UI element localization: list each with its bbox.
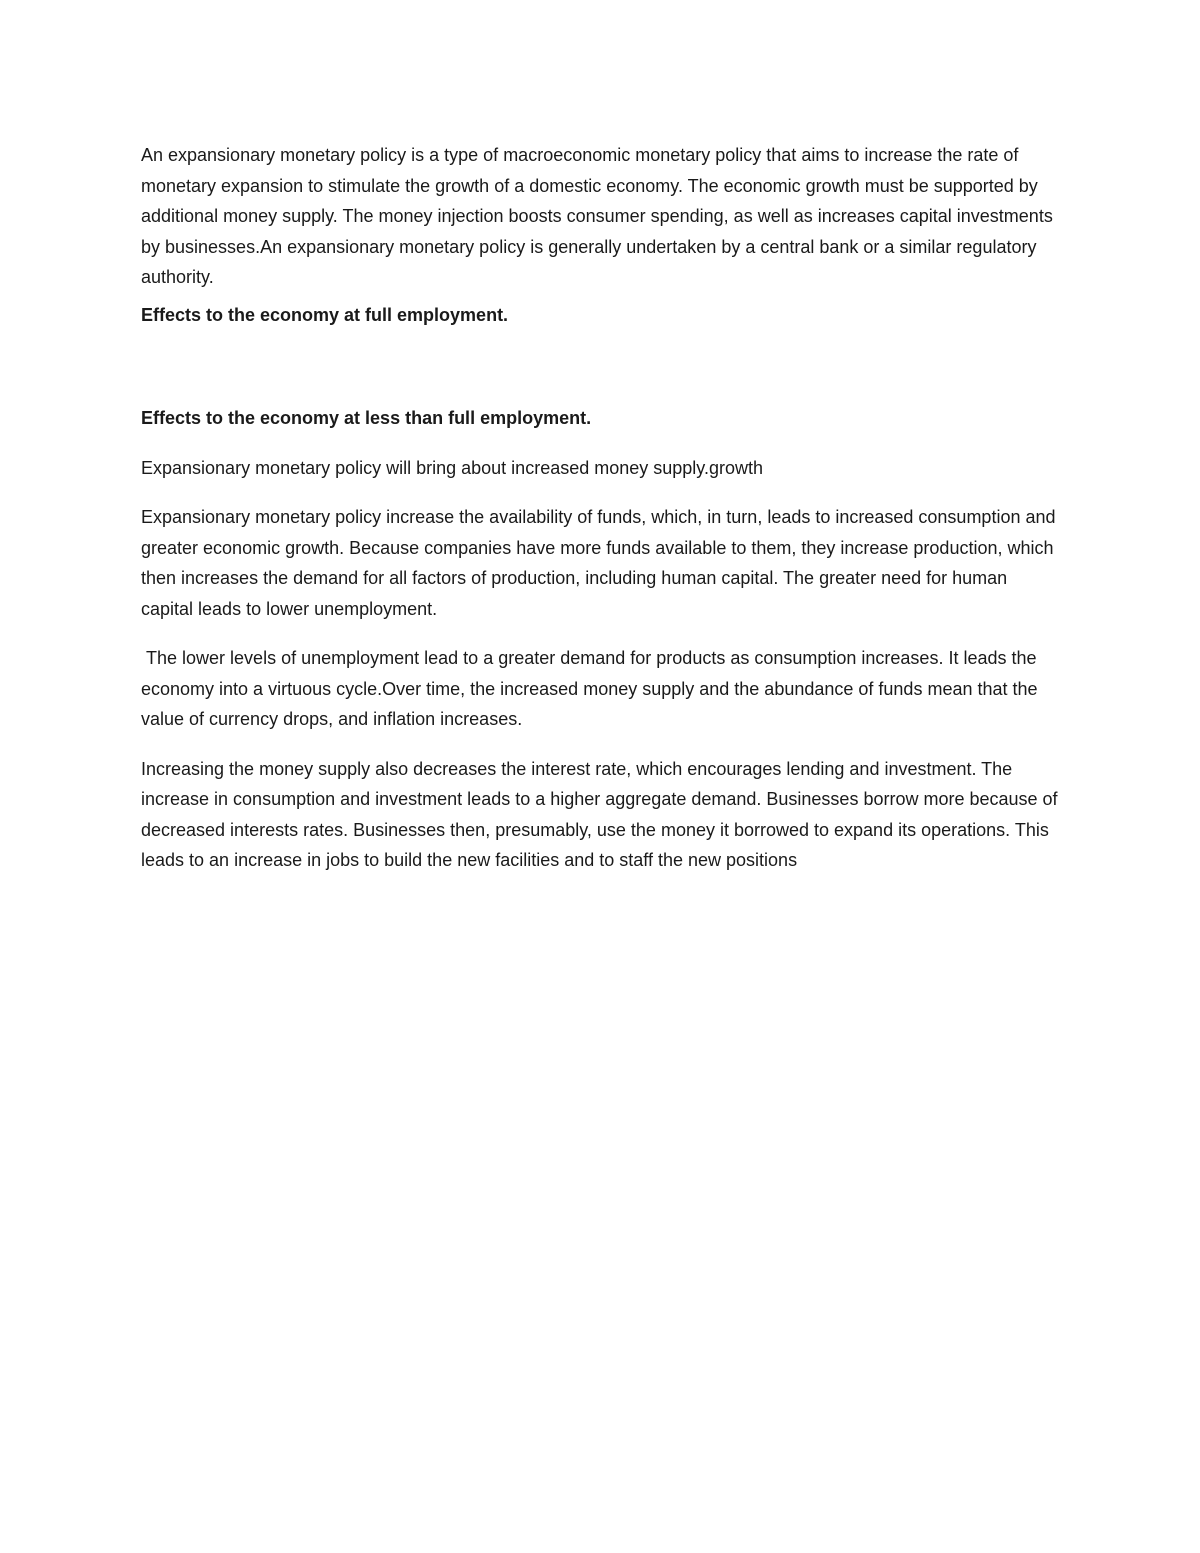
heading-full-employment: Effects to the economy at full employment. [141, 304, 509, 325]
intro-paragraph: An expansionary monetary policy is a type of macroeconomic monetary policy that aims to increase the rate of monetary expansion to stimulate the growth of a domestic economy. The economic growth must be supported by additional money supply. The money injection boosts consumer spending, as well as increases capital investments by businesses.An expansionary monetary policy is generally undertaken by a central bank or a similar regulatory authority. [141, 145, 1053, 287]
body-paragraph: Expansionary monetary policy increase the availability of funds, which, in turn, leads to increased consumption and greater economic growth. Because companies have more funds available to them, they increase production, which then increases the demand for all factors of production, including human capital. The greater need for human capital leads to lower unemployment. [141, 507, 1056, 619]
document-body [141, 140, 1059, 876]
heading-less-than-full-employment: Effects to the economy at less than full employment. [141, 408, 592, 428]
body-paragraph: Increasing the money supply also decreases the interest rate, which encourages lending and investment. The increase in consumption and investment leads to a higher aggregate demand. Businesses borrow more because of decreased interests rates. Businesses then, presumably, use the money it borrowed to expand its operations. This leads to an increase in jobs to build the new facilities and to staff the new positions [141, 758, 1058, 870]
body-paragraph: The lower levels of unemployment lead to a greater demand for products as consumption increases. It leads the economy into a virtuous cycle.Over time, the increased money supply and the abundance of funds mean that the value of currency drops, and inflation increases. [141, 648, 1043, 729]
body-paragraph: Expansionary monetary policy will bring about increased money supply.growth [141, 457, 763, 478]
